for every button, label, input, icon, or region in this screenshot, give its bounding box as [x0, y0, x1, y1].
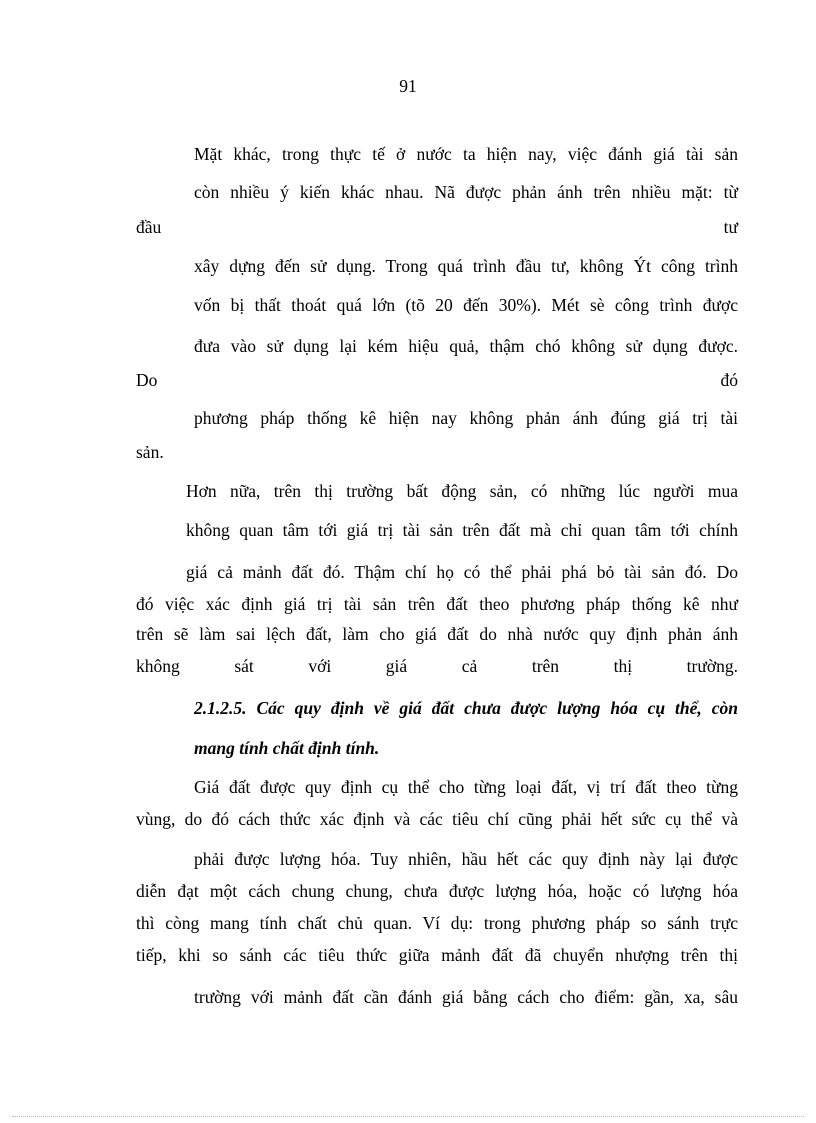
- text-line: Mặt khác, trong thực tế ở nước ta hiện nay, việc đánh giá tài sản: [194, 144, 738, 164]
- text-line: diễn đạt một cách chung chung, chưa được lượng hóa, hoặc có lượng hóa: [136, 881, 738, 901]
- text-line: thì còng mang tính chất chủ quan. Ví dụ: trong phương pháp so sánh trực: [136, 913, 738, 933]
- text-line: Hơn nữa, trên thị trường bất động sản, có những lúc người mua: [186, 481, 738, 501]
- text-line: đưa vào sử dụng lại kém hiệu quả, thậm chó không sử dụng được.: [194, 336, 738, 356]
- text-line: phải được lượng hóa. Tuy nhiên, hầu hết các quy định này lại được: [194, 849, 738, 869]
- text-line: trên sẽ làm sai lệch đất, làm cho giá đất do nhà nước quy định phản ánh: [136, 624, 738, 644]
- text-line: đó việc xác định giá trị tài sản trên đất theo phương pháp thống kê như: [136, 594, 738, 614]
- section-heading: mang tính chất định tính.: [194, 738, 380, 758]
- text-line: còn nhiều ý kiến khác nhau. Nã được phản ánh trên nhiều mặt: từ: [194, 182, 738, 202]
- page-bottom-rule: [12, 1116, 804, 1117]
- text-line: Do: [136, 370, 158, 390]
- text-line: không quan tâm tới giá trị tài sản trên đất mà chỉ quan tâm tới chính: [186, 520, 738, 540]
- text-line: trường với mảnh đất cần đánh giá bằng cách cho điểm: gần, xa, sâu: [194, 987, 738, 1007]
- text-line: Giá đất được quy định cụ thể cho từng loại đất, vị trí đất theo từng: [194, 777, 738, 797]
- section-heading: 2.1.2.5. Các quy định về giá đất chưa được lượng hóa cụ thể, còn: [194, 698, 738, 718]
- text-line: vốn bị thất thoát quá lớn (tõ 20 đến 30%). Mét sè công trình được: [194, 295, 738, 315]
- text-line: phương pháp thống kê hiện nay không phản ánh đúng giá trị tài: [194, 408, 738, 428]
- text-line: tư: [723, 217, 738, 237]
- text-line: tiếp, khi so sánh các tiêu thức giữa mảnh đất đã chuyển nhượng trên thị: [136, 945, 738, 965]
- text-line: không sát với giá cả trên thị trường.: [136, 656, 738, 676]
- text-line: đó: [720, 370, 738, 390]
- text-line: xây dựng đến sử dụng. Trong quá trình đầu tư, không Ýt công trình: [194, 256, 738, 276]
- text-line: vùng, do đó cách thức xác định và các tiêu chí cũng phải hết sức cụ thể và: [136, 809, 738, 829]
- text-line: sản.: [136, 442, 164, 462]
- text-line: đầu: [136, 217, 162, 237]
- text-line: giá cả mảnh đất đó. Thậm chí họ có thể phải phá bỏ tài sản đó. Do: [186, 562, 738, 582]
- page-number: 91: [399, 76, 417, 96]
